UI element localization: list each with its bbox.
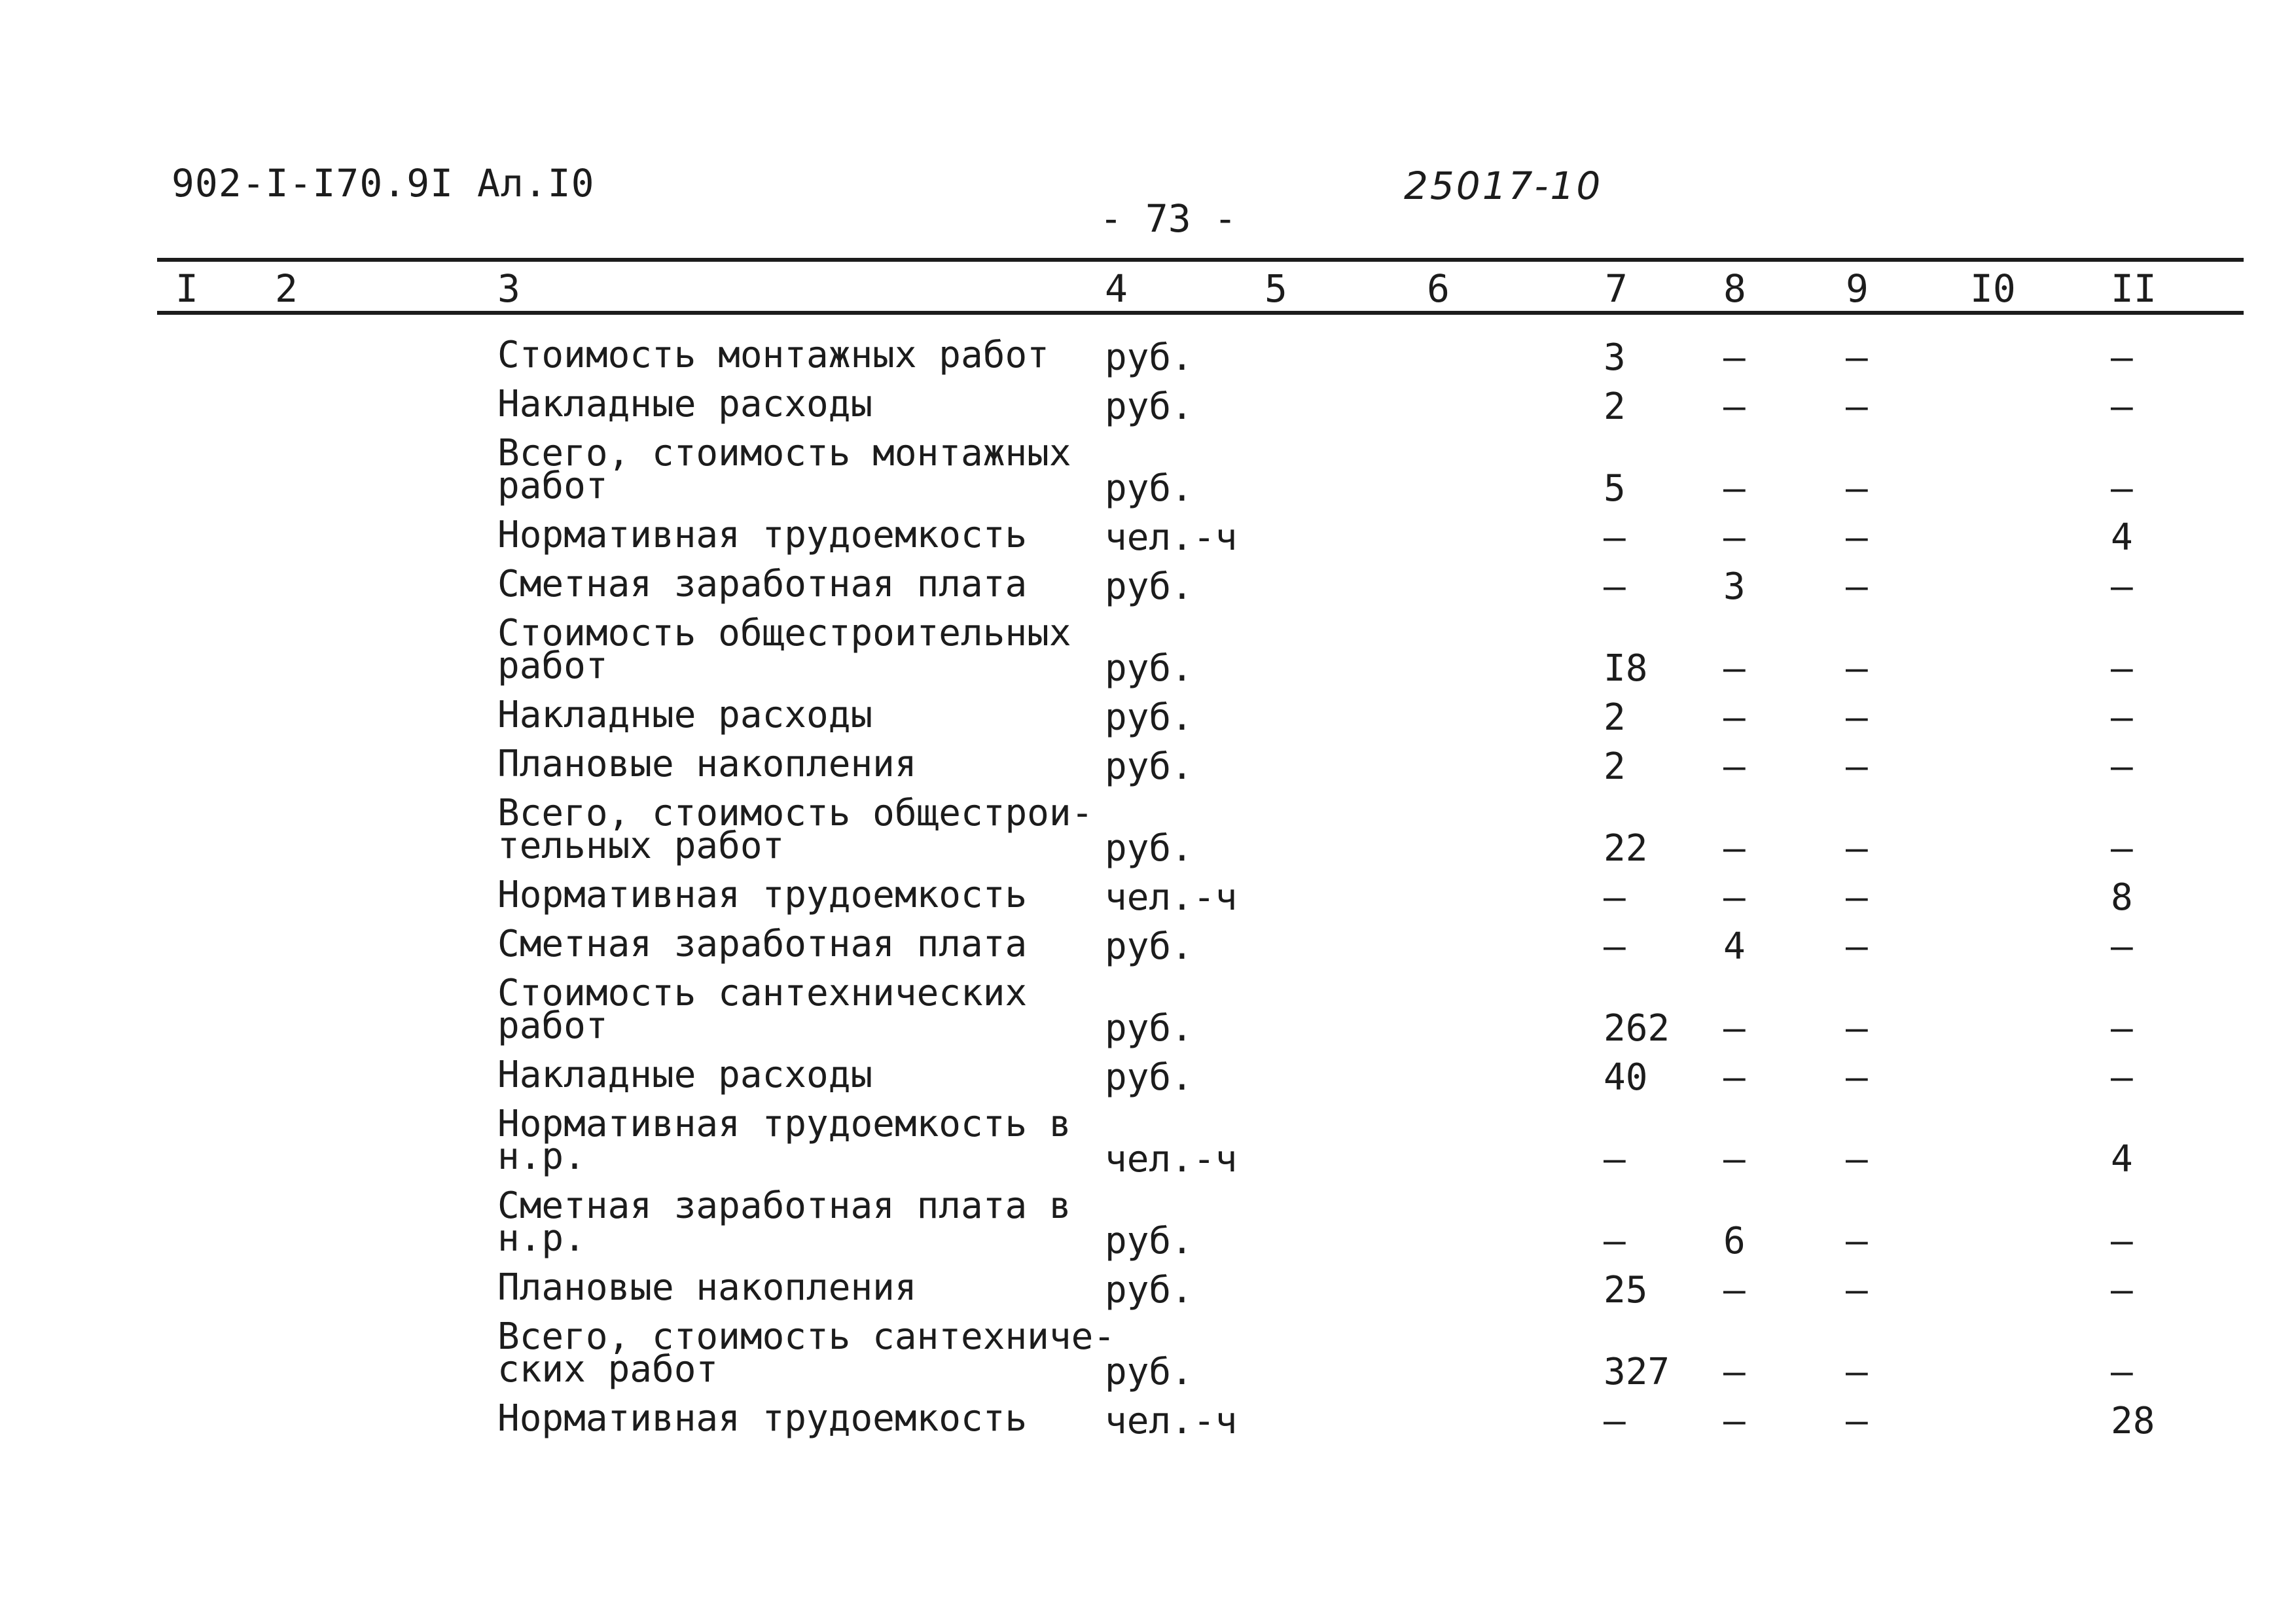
col7-cell: – [1604,565,1626,608]
col9-cell: – [1846,1007,1868,1050]
column-header-4: 4 [1105,266,1128,311]
col8-cell: – [1723,1056,1746,1099]
handwritten-number: 25017-10 [1404,164,1603,208]
item-name: Накладные расходы [497,1054,873,1096]
col9-cell: – [1846,336,1868,379]
col7-cell: – [1604,876,1626,919]
col11-cell: – [2111,1269,2133,1311]
col9-cell: – [1846,876,1868,919]
col7-cell: I8 [1604,647,1648,690]
col9-cell: – [1846,1138,1868,1181]
item-name: Нормативная трудоемкость [497,874,1028,916]
item-name: Стоимость общестроительных [497,612,1071,654]
col7-cell: – [1604,1400,1626,1442]
col11-cell: – [2111,565,2133,608]
col9-cell: – [1846,385,1868,428]
col8-cell: – [1723,1400,1746,1442]
col8-cell: 6 [1723,1220,1746,1262]
col9-cell: – [1846,1056,1868,1099]
column-header-7: 7 [1605,266,1628,311]
col11-cell: 28 [2111,1400,2155,1442]
col9-cell: – [1846,1220,1868,1262]
col9-cell: – [1846,1269,1868,1311]
col7-cell: 5 [1604,467,1626,510]
item-name: Сметная заработная плата в [497,1185,1071,1227]
unit-cell: руб. [1105,1220,1193,1262]
col8-cell: – [1723,647,1746,690]
col7-cell: 2 [1604,385,1626,428]
col11-cell: – [2111,1007,2133,1050]
col7-cell: 2 [1604,696,1626,739]
col9-cell: – [1846,696,1868,739]
item-name: Всего, стоимость общестрои- [497,792,1094,834]
col9-cell: – [1846,647,1868,690]
column-header-1: I [175,266,198,311]
column-header-5: 5 [1265,266,1287,311]
col9-cell: – [1846,1400,1868,1442]
col7-cell: 25 [1604,1269,1648,1311]
col7-cell: 40 [1604,1056,1648,1099]
col7-cell: – [1604,1220,1626,1262]
col8-cell: – [1723,336,1746,379]
item-name: н.р. [497,1217,586,1260]
col7-cell: 3 [1604,336,1626,379]
col8-cell: – [1723,385,1746,428]
page-number: - 73 - [1100,196,1237,241]
col11-cell: – [2111,1351,2133,1393]
col11-cell: – [2111,745,2133,788]
col8-cell: – [1723,745,1746,788]
column-header-6: 6 [1427,266,1450,311]
item-name: н.р. [497,1135,586,1178]
item-name: Нормативная трудоемкость [497,514,1028,556]
unit-cell: чел.-ч [1105,1400,1238,1442]
column-header-10: I0 [1970,266,2016,311]
col11-cell: – [2111,1056,2133,1099]
item-name: Накладные расходы [497,694,873,736]
item-name: Нормативная трудоемкость в [497,1103,1071,1145]
col8-cell: – [1723,1269,1746,1311]
col8-cell: 4 [1723,925,1746,968]
col7-cell: 262 [1604,1007,1670,1050]
unit-cell: руб. [1105,1351,1193,1393]
item-name: ских работ [497,1348,719,1391]
unit-cell: руб. [1105,745,1193,788]
col8-cell: – [1723,1351,1746,1393]
col8-cell: – [1723,827,1746,870]
column-header-3: 3 [497,266,520,311]
col9-cell: – [1846,565,1868,608]
col11-cell: – [2111,696,2133,739]
unit-cell: руб. [1105,1007,1193,1050]
col11-cell: – [2111,647,2133,690]
table-header-rule [157,311,2244,315]
col8-cell: – [1723,876,1746,919]
col9-cell: – [1846,745,1868,788]
column-header-11: II [2111,266,2157,311]
unit-cell: чел.-ч [1105,516,1238,559]
unit-cell: руб. [1105,336,1193,379]
col11-cell: – [2111,336,2133,379]
col9-cell: – [1846,925,1868,968]
col11-cell: – [2111,1220,2133,1262]
col7-cell: 22 [1604,827,1648,870]
col11-cell: 8 [2111,876,2133,919]
col11-cell: – [2111,385,2133,428]
item-name: Стоимость сантехнических [497,972,1028,1014]
unit-cell: чел.-ч [1105,876,1238,919]
item-name: Плановые накопления [497,743,917,785]
unit-cell: чел.-ч [1105,1138,1238,1181]
unit-cell: руб. [1105,647,1193,690]
col8-cell: – [1723,1007,1746,1050]
column-header-8: 8 [1723,266,1746,311]
unit-cell: руб. [1105,1269,1193,1311]
col11-cell: 4 [2111,1138,2133,1181]
col8-cell: – [1723,1138,1746,1181]
unit-cell: руб. [1105,827,1193,870]
col7-cell: – [1604,1138,1626,1181]
col7-cell: 2 [1604,745,1626,788]
item-name: работ [497,1005,608,1047]
item-name: Сметная заработная плата [497,923,1028,965]
table-top-rule [157,258,2244,262]
unit-cell: руб. [1105,565,1193,608]
item-name: Стоимость монтажных работ [497,334,1049,376]
column-header-2: 2 [275,266,298,311]
col9-cell: – [1846,1351,1868,1393]
unit-cell: руб. [1105,385,1193,428]
item-name: Нормативная трудоемкость [497,1397,1028,1440]
col11-cell: – [2111,467,2133,510]
col9-cell: – [1846,467,1868,510]
col11-cell: 4 [2111,516,2133,559]
col8-cell: 3 [1723,565,1746,608]
item-name: Всего, стоимость монтажных [497,432,1071,474]
item-name: тельных работ [497,825,785,867]
col9-cell: – [1846,827,1868,870]
col7-cell: – [1604,516,1626,559]
col9-cell: – [1846,516,1868,559]
col8-cell: – [1723,467,1746,510]
item-name: работ [497,465,608,507]
col11-cell: – [2111,925,2133,968]
item-name: Плановые накопления [497,1266,917,1309]
unit-cell: руб. [1105,1056,1193,1099]
unit-cell: руб. [1105,467,1193,510]
item-name: Накладные расходы [497,383,873,425]
unit-cell: руб. [1105,696,1193,739]
document-code: 902-I-I70.9I Ал.I0 [171,161,595,205]
item-name: работ [497,645,608,687]
col7-cell: – [1604,925,1626,968]
item-name: Сметная заработная плата [497,563,1028,605]
unit-cell: руб. [1105,925,1193,968]
col8-cell: – [1723,696,1746,739]
item-name: Всего, стоимость сантехниче- [497,1315,1116,1358]
col11-cell: – [2111,827,2133,870]
col8-cell: – [1723,516,1746,559]
col7-cell: 327 [1604,1351,1670,1393]
column-header-9: 9 [1846,266,1869,311]
